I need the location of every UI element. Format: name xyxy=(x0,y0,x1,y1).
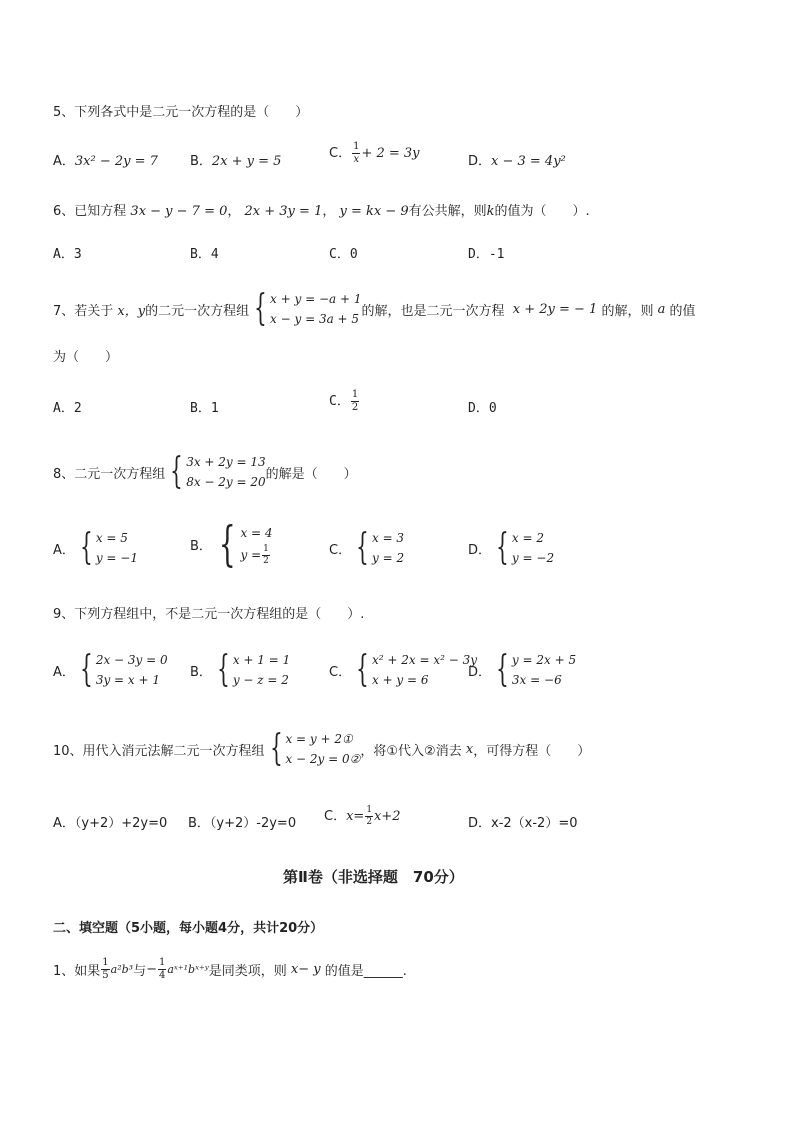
brace-icon: { xyxy=(217,649,230,690)
q10-option-d[interactable]: D．x-2（x-2）=0 xyxy=(468,816,578,831)
q7-stem-line2: 为（ ） xyxy=(53,350,119,365)
q8-option-b[interactable]: B． { x = 4 y = $\frac{1}{2}$ xyxy=(190,516,273,572)
brace-icon: { xyxy=(496,527,509,568)
q6-option-b[interactable]: B．4 xyxy=(190,247,219,262)
q5-option-b[interactable] xyxy=(190,150,281,169)
option-text: 3x² − 2y = 7 xyxy=(74,154,158,169)
brace-icon: { xyxy=(269,728,283,769)
equation: 3x − y − 7 = 0 xyxy=(130,204,228,219)
option-label: D． xyxy=(468,154,492,169)
fraction: $\frac{1}{2}$ xyxy=(366,805,373,827)
q10-stem: 10、用代入消元法解二元一次方程组 { x = y + 2① x − 2y = 0② ，将①代入②消去 x ，可得方程（ ） xyxy=(53,728,591,769)
brace-icon: { xyxy=(170,451,184,492)
option-text: + 2 = 3y xyxy=(361,146,420,161)
q10-option-a[interactable]: A．（y+2）+2y=0 xyxy=(53,816,168,831)
brace-icon: { xyxy=(218,516,236,572)
fraction: $\frac{1}{5}$ xyxy=(102,957,109,981)
brace-icon: { xyxy=(356,649,369,690)
equation-system: { 3x + 2y = 13 8x − 2y = 20 xyxy=(170,451,266,492)
section2-title: 二、填空题（5小题，每小题4分，共计20分） xyxy=(53,921,324,936)
equation: y = kx − 9 xyxy=(339,204,409,219)
option-label: C． xyxy=(329,146,352,161)
q9-option-a[interactable]: A． { 2x − 3y = 0 3y = x + 1 xyxy=(53,649,168,690)
q6-option-c[interactable]: C．0 xyxy=(329,247,358,262)
q8-stem: 8、二元一次方程组 { 3x + 2y = 13 8x − 2y = 20 的解是（ ） xyxy=(53,451,357,492)
q5-option-c[interactable] xyxy=(329,142,420,165)
q10-option-c[interactable]: C．x= $\frac{1}{2}$ x+2 xyxy=(324,805,401,827)
q8-option-d[interactable]: D． { x = 2 y = −2 xyxy=(468,527,555,568)
q7-option-c[interactable]: C． $\frac{1}{2}$ xyxy=(329,389,359,413)
q6-stem: 6、已知方程 3x − y − 7 = 0， 2x + 3y = 1， y = kx − 9有公共解，则k的值为（ ）. xyxy=(53,204,590,219)
option-text: 2x + y = 5 xyxy=(211,154,282,169)
brace-icon: { xyxy=(80,527,93,568)
equation: 2x + 3y = 1 xyxy=(244,204,323,219)
q7-option-a[interactable]: A．2 xyxy=(53,401,82,416)
brace-icon: { xyxy=(356,527,369,568)
q10-option-b[interactable]: B．（y+2）-2y=0 xyxy=(188,816,297,831)
q8-option-c[interactable]: C． { x = 3 y = 2 xyxy=(329,527,405,568)
brace-icon: { xyxy=(80,649,93,690)
option-text: x − 3 = 4y² xyxy=(491,154,566,169)
option-label: A． xyxy=(53,154,75,169)
q6-option-a[interactable]: A．3 xyxy=(53,247,82,262)
fraction: $\frac{1}{x}$ xyxy=(353,141,360,165)
q9-option-b[interactable]: B． { x + 1 = 1 y − z = 2 xyxy=(190,649,291,690)
equation-system: { x + y = −a + 1 x − y = 3a + 5 xyxy=(254,288,362,329)
option-label: B． xyxy=(190,154,212,169)
q8-option-a[interactable]: A． { x = 5 y = −1 xyxy=(53,527,138,568)
q7-option-b[interactable]: B．1 xyxy=(190,401,219,416)
equation-system: { x = y + 2① x − 2y = 0② xyxy=(269,728,361,769)
part2-title: 第Ⅱ卷（非选择题 70分） xyxy=(283,868,464,886)
q7-option-d[interactable]: D．0 xyxy=(468,401,497,416)
fraction: $\frac{1}{4}$ xyxy=(159,957,166,981)
f1-stem: 1、如果 $\frac{1}{5}$ a²b³ 与 − $\frac{1}{4}$ aˣ⁺¹bˣ⁺ʸ 是同类项，则 x− y 的值是______. xyxy=(53,957,407,981)
q6-option-d[interactable]: D．-1 xyxy=(468,247,505,262)
q9-option-c[interactable]: C． { x² + 2x = x² − 3y x + y = 6 xyxy=(329,649,478,690)
q7-stem: 7、若关于 x，y 的二元一次方程组 { x + y = −a + 1 x − y = 3a + 5 的解，也是二元一次方程 x + 2y = − 1 的解，则 a 的值 xyxy=(53,288,696,329)
q9-stem: 9、下列方程组中，不是二元一次方程组的是（ ）. xyxy=(53,607,365,622)
brace-icon: { xyxy=(496,649,509,690)
q5-option-a[interactable] xyxy=(53,150,158,169)
fraction: $\frac{1}{2}$ xyxy=(351,389,359,413)
q5-option-d[interactable] xyxy=(468,150,566,169)
q5-stem: 5、下列各式中是二元一次方程的是（ ） xyxy=(53,105,309,120)
q9-option-d[interactable]: D． { y = 2x + 5 3x = −6 xyxy=(468,649,577,690)
brace-icon: { xyxy=(254,288,267,329)
